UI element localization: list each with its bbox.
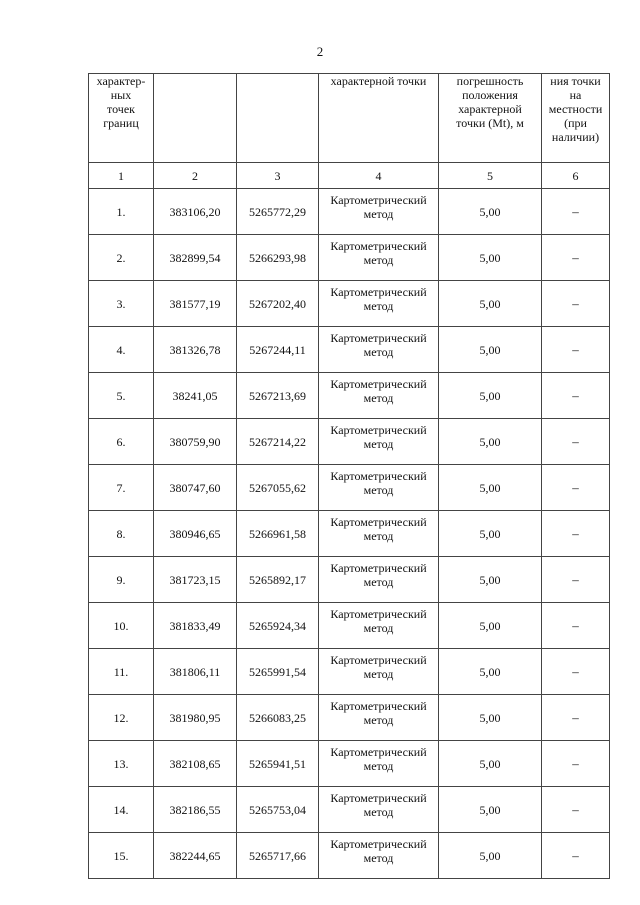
header-point-numbers-text: характер- ных точек границ [96,74,146,130]
x-coordinate-cell: 382244,65 [154,833,237,879]
method-cell: Картометрический метод [319,603,439,649]
method-cell: Картометрический метод [319,373,439,419]
point-description-cell: – [542,419,610,465]
point-description-cell: – [542,603,610,649]
point-description-cell: – [542,833,610,879]
method-cell: Картометрический метод [319,695,439,741]
header-point-numbers [89,74,154,163]
method-cell: Картометрический метод [319,235,439,281]
point-description-cell: – [542,281,610,327]
header-point-description-text: ния точки на местности (при наличии) [548,74,603,144]
accuracy-cell: 5,00 [439,281,542,327]
accuracy-cell: 5,00 [439,603,542,649]
point-description-cell: – [542,649,610,695]
table-row [89,327,610,373]
header-y-coordinate [237,74,319,163]
point-number-cell: 13. [89,741,154,787]
table-row [89,511,610,557]
column-number-6: 6 [542,163,610,189]
column-number-3: 3 [237,163,319,189]
y-coordinate-cell: 5267055,62 [237,465,319,511]
header-point-description [542,74,610,163]
accuracy-cell: 5,00 [439,189,542,235]
point-description-cell: – [542,235,610,281]
table-row [89,603,610,649]
method-cell: Картометрический метод [319,419,439,465]
y-coordinate-cell: 5265892,17 [237,557,319,603]
x-coordinate-cell: 381577,19 [154,281,237,327]
point-number-cell: 1. [89,189,154,235]
y-coordinate-cell: 5265991,54 [237,649,319,695]
method-cell: Картометрический метод [319,281,439,327]
method-cell: Картометрический метод [319,465,439,511]
point-description-cell: – [542,695,610,741]
header-method [319,74,439,163]
x-coordinate-cell: 382186,55 [154,787,237,833]
table-row [89,373,610,419]
y-coordinate-cell: 5265772,29 [237,189,319,235]
accuracy-cell: 5,00 [439,511,542,557]
x-coordinate-cell: 381806,11 [154,649,237,695]
point-description-cell: – [542,465,610,511]
y-coordinate-cell: 5266293,98 [237,235,319,281]
accuracy-cell: 5,00 [439,787,542,833]
accuracy-cell: 5,00 [439,649,542,695]
x-coordinate-cell: 380759,90 [154,419,237,465]
point-number-cell: 4. [89,327,154,373]
point-number-cell: 5. [89,373,154,419]
x-coordinate-cell: 381326,78 [154,327,237,373]
column-number-1: 1 [89,163,154,189]
point-number-cell: 7. [89,465,154,511]
x-coordinate-cell: 382108,65 [154,741,237,787]
y-coordinate-cell: 5265753,04 [237,787,319,833]
table-row [89,419,610,465]
y-coordinate-cell: 5265941,51 [237,741,319,787]
method-cell: Картометрический метод [319,327,439,373]
y-coordinate-cell: 5266083,25 [237,695,319,741]
table-row [89,557,610,603]
y-coordinate-cell: 5267202,40 [237,281,319,327]
point-description-cell: – [542,189,610,235]
header-accuracy [439,74,542,163]
accuracy-cell: 5,00 [439,465,542,511]
method-cell: Картометрический метод [319,833,439,879]
accuracy-cell: 5,00 [439,419,542,465]
accuracy-cell: 5,00 [439,741,542,787]
coordinates-table [88,73,610,879]
point-number-cell: 10. [89,603,154,649]
point-number-cell: 3. [89,281,154,327]
y-coordinate-cell: 5265717,66 [237,833,319,879]
accuracy-cell: 5,00 [439,327,542,373]
table-row [89,649,610,695]
y-coordinate-cell: 5265924,34 [237,603,319,649]
y-coordinate-cell: 5267213,69 [237,373,319,419]
header-row [89,74,610,163]
header-x-coordinate [154,74,237,163]
method-cell: Картометрический метод [319,189,439,235]
header-method-text: характерной точки [330,74,427,88]
point-number-cell: 12. [89,695,154,741]
column-number-2: 2 [154,163,237,189]
point-description-cell: – [542,557,610,603]
point-number-cell: 15. [89,833,154,879]
page-number: 2 [316,44,324,59]
y-coordinate-cell: 5267244,11 [237,327,319,373]
point-number-cell: 9. [89,557,154,603]
x-coordinate-cell: 381980,95 [154,695,237,741]
table-row [89,741,610,787]
y-coordinate-cell: 5267214,22 [237,419,319,465]
table-row [89,833,610,879]
accuracy-cell: 5,00 [439,695,542,741]
point-number-cell: 6. [89,419,154,465]
method-cell: Картометрический метод [319,649,439,695]
point-number-cell: 8. [89,511,154,557]
table-row [89,189,610,235]
x-coordinate-cell: 381723,15 [154,557,237,603]
method-cell: Картометрический метод [319,787,439,833]
table-row [89,281,610,327]
accuracy-cell: 5,00 [439,833,542,879]
coordinates-table-body [89,74,610,879]
header-accuracy-text: погрешность положения характерной точки (Mt), м [456,74,524,130]
x-coordinate-cell: 380747,60 [154,465,237,511]
table-row [89,695,610,741]
x-coordinate-cell: 383106,20 [154,189,237,235]
point-number-cell: 11. [89,649,154,695]
column-number-5: 5 [439,163,542,189]
point-description-cell: – [542,373,610,419]
accuracy-cell: 5,00 [439,557,542,603]
x-coordinate-cell: 382899,54 [154,235,237,281]
column-number-4: 4 [319,163,439,189]
table-row [89,235,610,281]
point-description-cell: – [542,511,610,557]
table-row [89,787,610,833]
x-coordinate-cell: 38241,05 [154,373,237,419]
column-number-row [89,163,610,189]
accuracy-cell: 5,00 [439,235,542,281]
point-number-cell: 14. [89,787,154,833]
method-cell: Картометрический метод [319,511,439,557]
point-description-cell: – [542,327,610,373]
point-description-cell: – [542,741,610,787]
point-description-cell: – [542,787,610,833]
x-coordinate-cell: 381833,49 [154,603,237,649]
method-cell: Картометрический метод [319,741,439,787]
point-number-cell: 2. [89,235,154,281]
table-row [89,465,610,511]
x-coordinate-cell: 380946,65 [154,511,237,557]
method-cell: Картометрический метод [319,557,439,603]
accuracy-cell: 5,00 [439,373,542,419]
y-coordinate-cell: 5266961,58 [237,511,319,557]
